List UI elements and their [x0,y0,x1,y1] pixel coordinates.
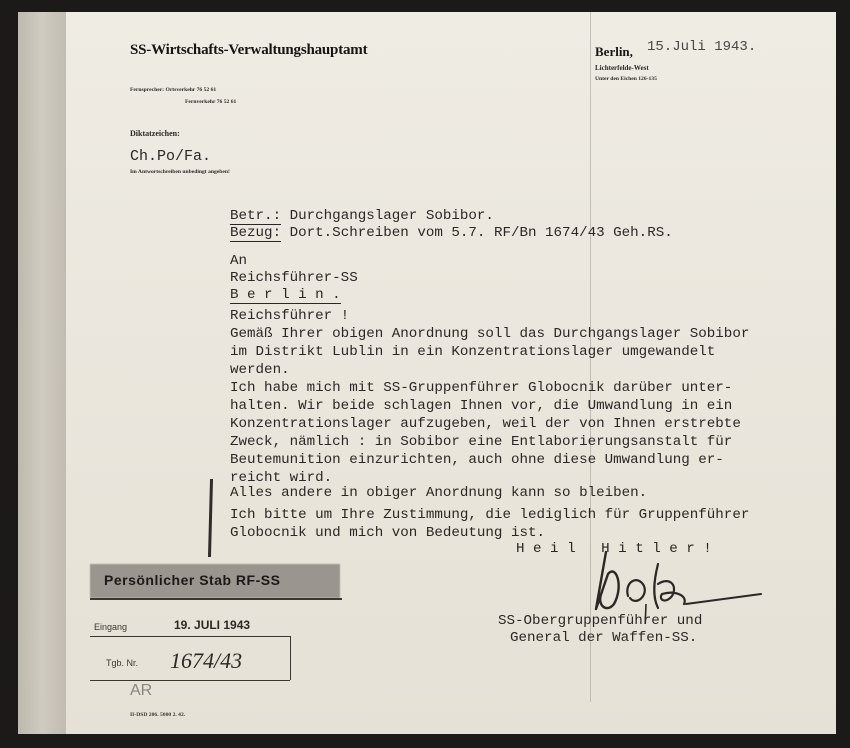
paragraph-1: Gemäß Ihrer obigen Anordnung soll das Durchgangslager Sobibor im Distrikt Lublin in ein Konzentrationslager umgewandelt werden. [230,326,750,378]
closing-greeting: H e i l H i t l e r ! [516,541,712,557]
stamp-header: Persönlicher Stab RF-SS [104,572,281,588]
phone-line-local: Fernsprecher: Ortsverkehr 76 52 61 [130,87,217,93]
salutation: Reichsführer ! [230,308,350,324]
stamp-extra: AR [130,682,153,699]
recipient-city: B e r l i n . [230,287,341,303]
paragraph-4: Ich bitte um Ihre Zustimmung, die lediglich für Gruppenführer Globocnik und mich von Bedeutung ist. [230,507,750,541]
document-page [18,12,836,734]
bezug-text: Dort.Schreiben vom 5.7. RF/Bn 1674/43 Geh.RS. [289,225,673,241]
subject-line [230,208,494,224]
reference-line [230,225,673,241]
stamp-tgb-number: 1674/43 [170,648,243,673]
address-line-2: Unter den Eichen 126-135 [595,76,657,82]
betr-text: Durchgangslager Sobibor. [289,208,494,224]
address-line-1: Lichterfelde-West [595,64,649,72]
paragraph-3: Alles andere in obiger Anordnung kann so bleiben. [230,485,648,501]
stamp-received-date: 19. JULI 1943 [174,618,251,632]
letter-date: 15.Juli 1943. [647,39,757,55]
letterhead-title: SS-Wirtschafts-Verwaltungshauptamt [130,42,368,58]
diktat-label: Diktatzeichen: [130,129,180,138]
bezug-label: Bezug: [230,225,282,241]
reference-code: Ch.Po/Fa. [130,148,212,165]
stamp-received-label: Eingang [94,622,128,632]
paragraph-2: Ich habe mich mit SS-Gruppenführer Globocnik darüber unter- halten. Wir beide schlagen Ihnen vor, die Umwandlung in ein Konzentrationslager aufzugeben, weil der von Ihnen erstrebte Zweck, nämlich : in Sobibor eine Entlaborierungsanstalt für Beutemunition einzurichten, auch ohne diese Umwandlung er- reicht wird. [230,380,741,486]
form-number: II-DSD 206. 5000 2. 42. [130,712,186,718]
place-label: Berlin, [595,44,633,59]
tape-strip [18,12,66,734]
margin-mark [208,479,213,557]
phone-line-long-distance: Fernverkehr 76 52 61 [185,99,237,105]
stamp-tgb-label: Tgb. Nr. [106,658,139,668]
reply-note: Im Antwortschreiben unbedingt angeben! [130,169,230,175]
signature-rank-2: General der Waffen-SS. [510,630,698,646]
receipt-stamp [90,564,350,714]
recipient-an: An [230,253,248,269]
handwritten-signature [566,534,776,624]
recipient-name: Reichsführer-SS [230,270,358,286]
betr-label: Betr.: [230,208,282,224]
signature-rank-1: SS-Obergruppenführer und [498,613,703,629]
